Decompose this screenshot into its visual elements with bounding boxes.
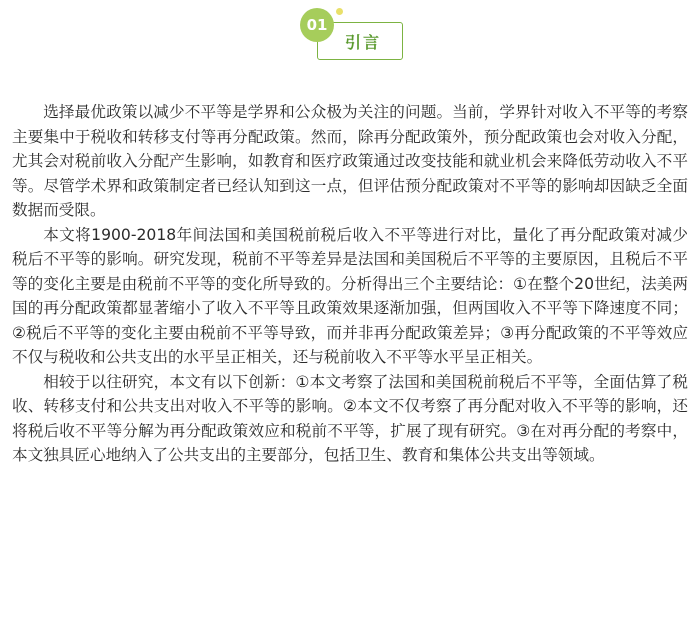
paragraph-2: 本文将1900-2018年间法国和美国税前税后收入不平等进行对比，量化了再分配政策对减少税后不平等的影响。研究发现，税前不平等差异是法国和美国税后不平等的主要原因，且税后不平等的变化主要是由税前不平等的变化所导致的。分析得出三个主要结论：①在整个20世纪，法美两国的再分配政策都显著缩小了收入不平等且政策效果逐渐加强，但两国收入不平等下降速度不同；②税后不平等的变化主要由税前不平等导致，而并非再分配政策差异；③再分配政策的不平等效应不仅与税收和公共支出的水平呈正相关，还与税前收入不平等水平呈正相关。 [12, 225, 688, 366]
section-number-circle [300, 8, 334, 42]
article-body [12, 100, 688, 468]
section-heading [300, 4, 410, 64]
paragraph-1: 选择最优政策以减少不平等是学界和公众极为关注的问题。当前，学界针对收入不平等的考察主要集中于税收和转移支付等再分配政策。然而，除再分配政策外，预分配政策也会对收入分配，尤其会对税前收入分配产生影响，如教育和医疗政策通过改变技能和就业机会来降低劳动收入不平等。尽管学术界和政策制定者已经认知到这一点，但评估预分配政策对不平等的影响却因缺乏全面数据而受限。 [12, 103, 688, 219]
section-title: 引言 [344, 32, 381, 52]
decorative-dot-icon [336, 8, 343, 15]
section-number: 01 [306, 16, 328, 34]
paragraph-3: 相较于以往研究，本文有以下创新：①本文考察了法国和美国税前税后不平等，全面估算了税收、转移支付和公共支出对收入不平等的影响。②本文不仅考察了再分配对收入不平等的影响，还将税后收不平等分解为再分配政策效应和税前不平等，扩展了现有研究。③在对再分配的考察中，本文独具匠心地纳入了公共支出的主要部分，包括卫生、教育和集体公共支出等领域。 [12, 372, 688, 464]
